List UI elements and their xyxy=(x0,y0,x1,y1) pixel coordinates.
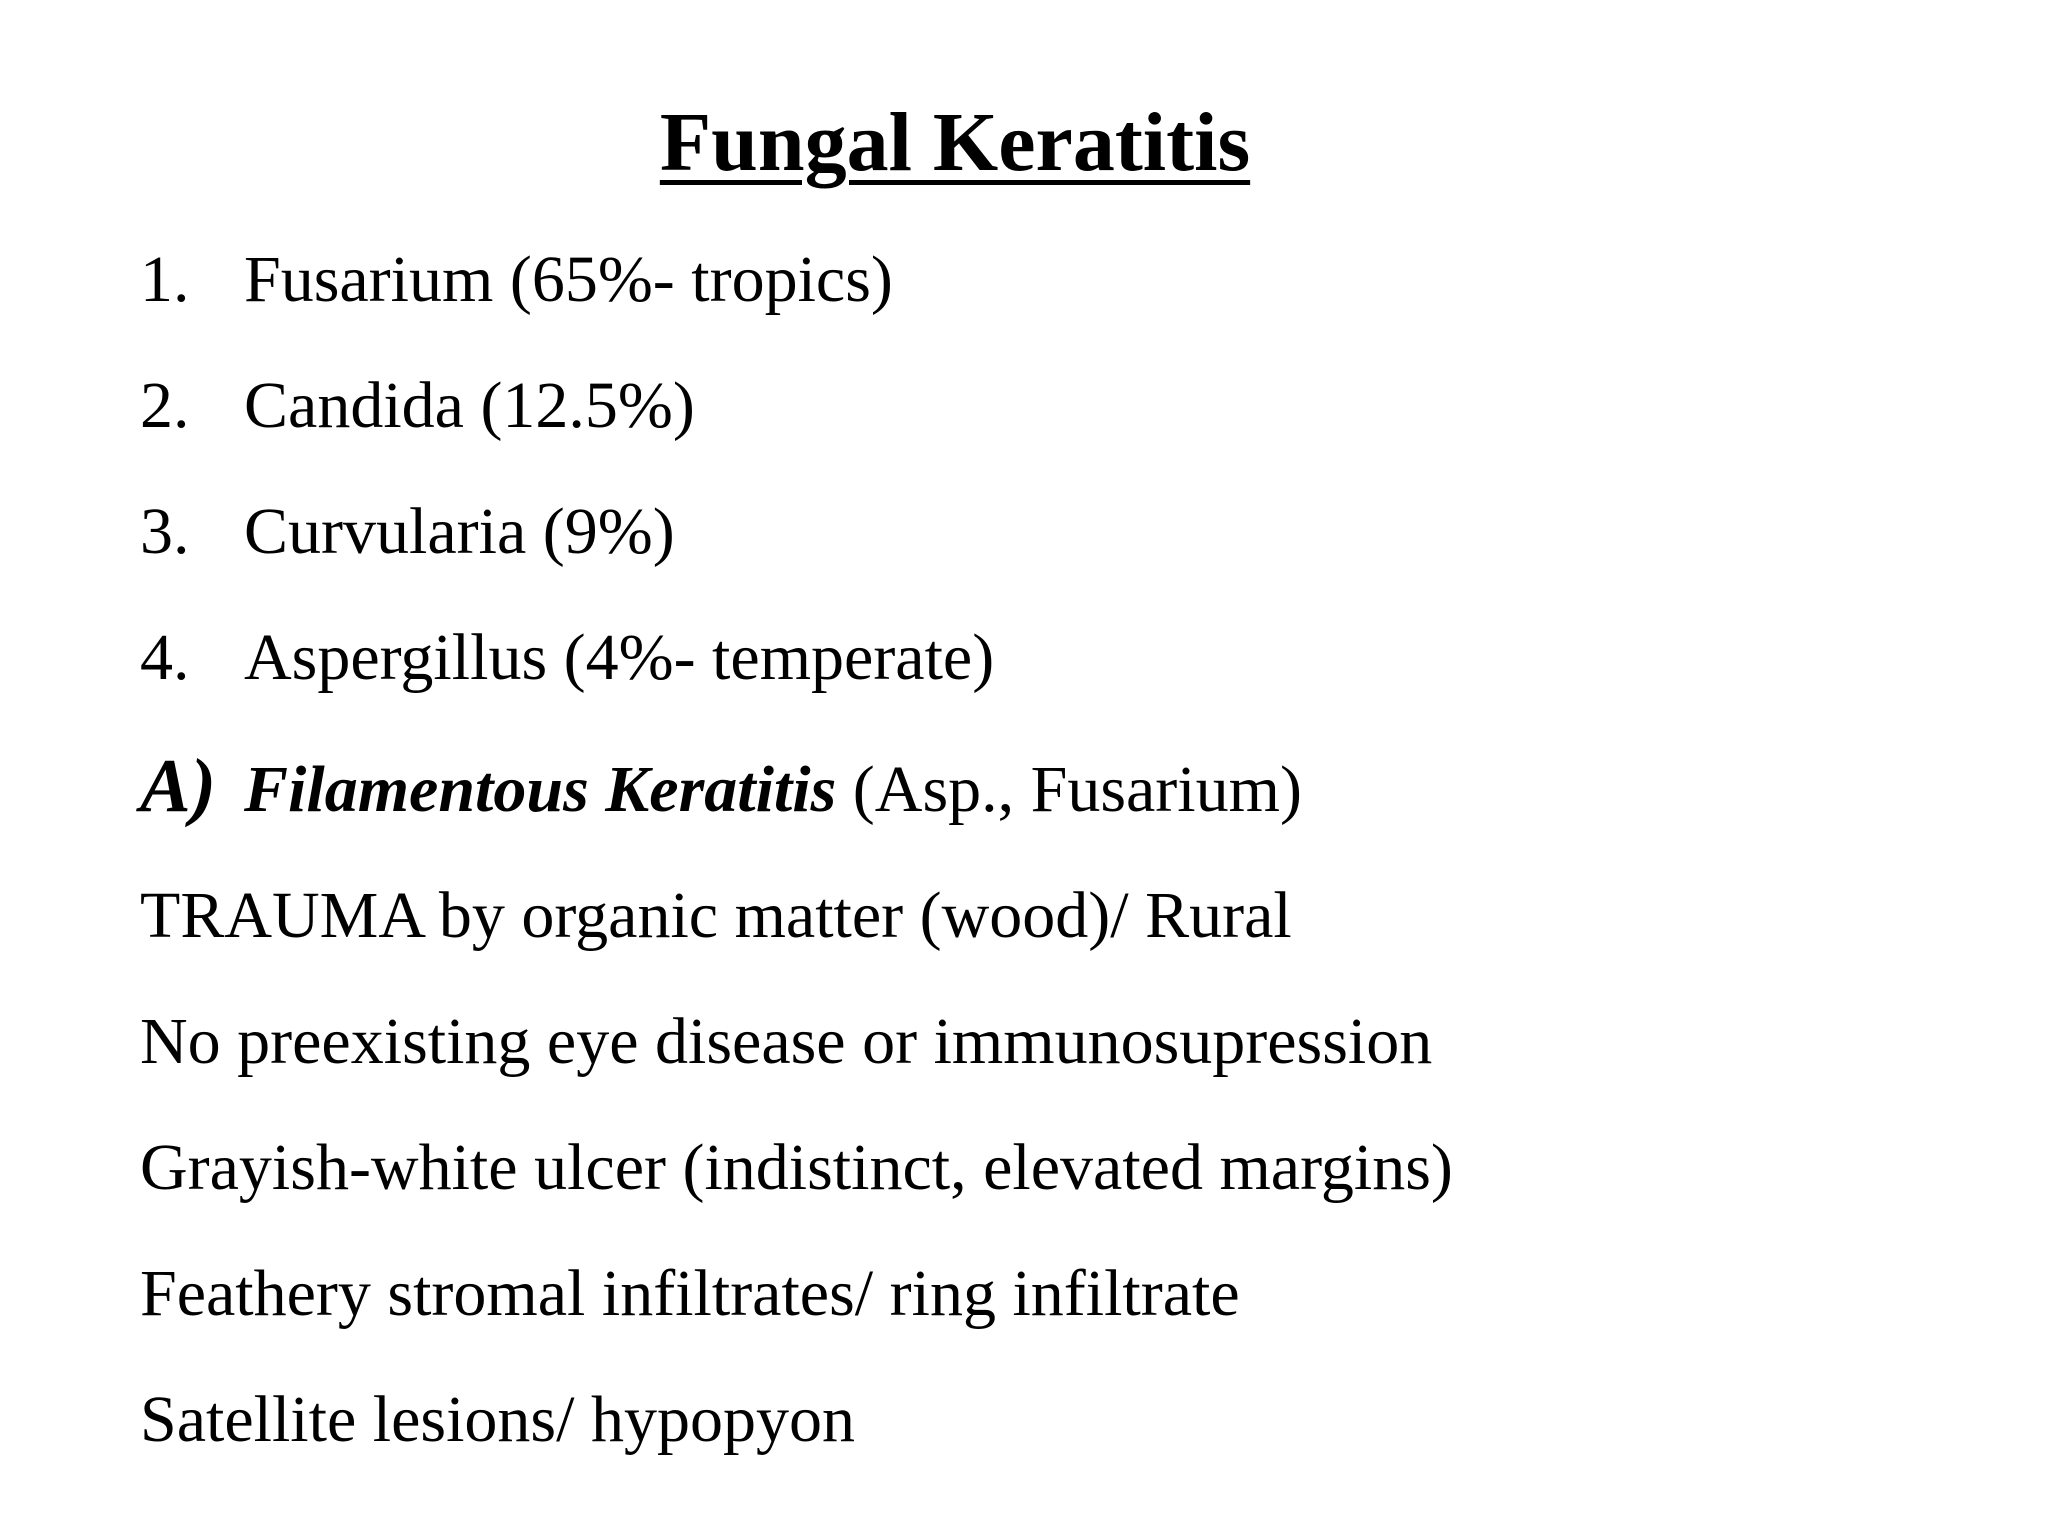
slide-title: Fungal Keratitis xyxy=(659,96,1251,189)
organism-text: Curvularia (9%) xyxy=(244,495,675,568)
organism-number: 1. xyxy=(140,243,190,316)
organism-item-4 xyxy=(140,618,994,698)
point-item-4: Feathery stromal infiltrates/ ring infiltrate xyxy=(140,1257,1240,1330)
point-item-2: No preexisting eye disease or immunosupression xyxy=(140,1005,1433,1078)
organism-text: Candida (12.5%) xyxy=(244,369,695,442)
section-note: (Asp., Fusarium) xyxy=(836,753,1302,826)
section-title: Filamentous Keratitis xyxy=(244,753,837,826)
section-letter: A) xyxy=(140,744,216,828)
organism-item-2 xyxy=(140,366,695,446)
organism-number: 4. xyxy=(140,621,190,694)
organism-text: Aspergillus (4%- temperate) xyxy=(244,621,995,694)
point-item-5: Satellite lesions/ hypopyon xyxy=(140,1383,855,1456)
organism-number: 3. xyxy=(140,495,190,568)
organism-item-3 xyxy=(140,492,675,572)
point-item-3: Grayish-white ulcer (indistinct, elevated margins) xyxy=(140,1131,1453,1204)
point-item-1: TRAUMA by organic matter (wood)/ Rural xyxy=(140,879,1292,952)
organism-item-1 xyxy=(140,240,893,320)
section-heading xyxy=(140,746,1302,830)
organism-number: 2. xyxy=(140,369,190,442)
organism-text: Fusarium (65%- tropics) xyxy=(244,243,893,316)
